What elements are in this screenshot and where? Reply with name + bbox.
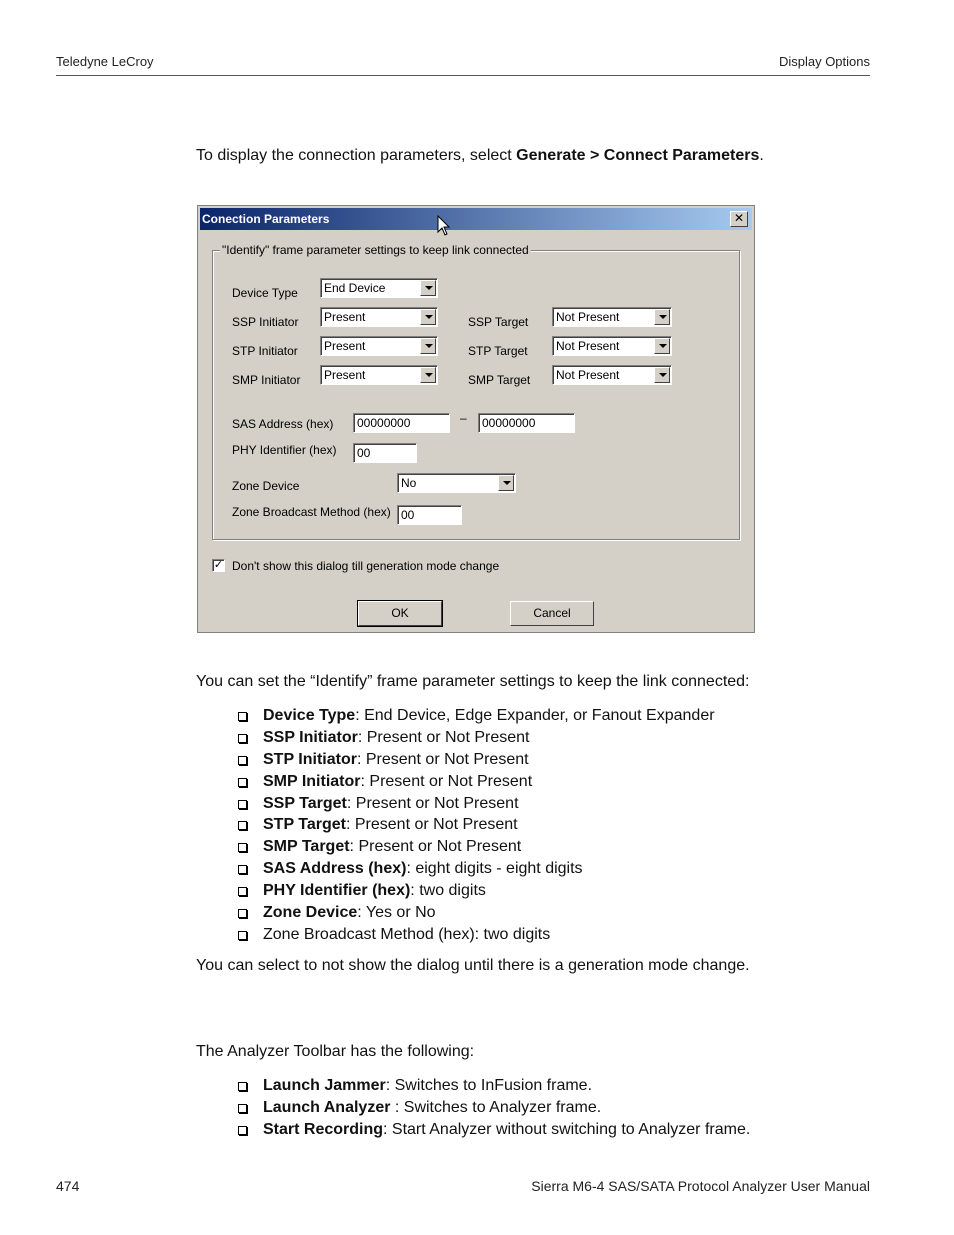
list-item xyxy=(238,771,715,793)
sas-address-separator: – xyxy=(460,411,467,425)
zone-device-label: Zone Device xyxy=(232,479,300,493)
page-number: 474 xyxy=(56,1178,80,1194)
header-left: Teledyne LeCroy xyxy=(56,54,154,69)
checkbox-bullet-icon xyxy=(238,865,247,874)
stp-initiator-value: Present xyxy=(324,339,366,353)
list-item-term: SSP Initiator xyxy=(263,728,358,746)
chevron-down-icon[interactable] xyxy=(654,367,670,383)
toolbar-bullet-list xyxy=(238,1075,750,1141)
device-type-label: Device Type xyxy=(232,286,298,300)
mouse-cursor-icon xyxy=(437,215,451,237)
list-item-term: STP Target xyxy=(263,816,346,834)
checkbox-bullet-icon xyxy=(238,800,247,809)
list-item xyxy=(238,1075,750,1097)
list-item-desc: : Present or Not Present xyxy=(349,838,522,856)
checkbox-bullet-icon xyxy=(238,909,247,918)
smp-target-select[interactable] xyxy=(552,365,672,385)
list-item-term: Zone Device xyxy=(263,904,358,922)
phy-identifier-value: 00 xyxy=(357,446,371,460)
stp-target-label: STP Target xyxy=(468,344,528,358)
device-type-select[interactable] xyxy=(320,278,438,298)
stp-initiator-select[interactable] xyxy=(320,336,438,356)
sas-address-low-value: 00000000 xyxy=(482,416,536,430)
list-item-desc: : Switches to Analyzer frame. xyxy=(390,1098,602,1116)
manual-title: Sierra M6-4 SAS/SATA Protocol Analyzer User Manual xyxy=(531,1178,870,1194)
stp-target-select[interactable] xyxy=(552,336,672,356)
chevron-down-icon[interactable] xyxy=(654,309,670,325)
list-item-desc: : Present or Not Present xyxy=(356,750,529,768)
checkbox-bullet-icon xyxy=(238,1126,247,1135)
checkbox-bullet-icon xyxy=(238,843,247,852)
checkbox-bullet-icon xyxy=(238,712,247,721)
dialog-titlebar[interactable] xyxy=(200,208,752,230)
ssp-target-select[interactable] xyxy=(552,307,672,327)
list-item xyxy=(238,1119,750,1141)
list-item-term: SMP Target xyxy=(263,838,350,856)
dont-show-label[interactable]: Don't show this dialog till generation mode change xyxy=(232,559,500,573)
connection-parameters-dialog xyxy=(197,205,755,633)
list-item-term: Device Type xyxy=(263,707,356,724)
list-item xyxy=(238,902,715,924)
checkbox-bullet-icon xyxy=(238,931,247,940)
zone-broadcast-label: Zone Broadcast Method (hex) xyxy=(232,505,391,519)
list-item xyxy=(238,705,715,727)
chevron-down-icon[interactable] xyxy=(420,280,436,296)
chevron-down-icon[interactable] xyxy=(420,309,436,325)
list-item-desc: : Switches to InFusion frame. xyxy=(385,1077,593,1094)
phy-identifier-label: PHY Identifier (hex) xyxy=(232,443,337,457)
chevron-down-icon[interactable] xyxy=(654,338,670,354)
checkbox-bullet-icon xyxy=(238,1104,247,1113)
checkbox-bullet-icon xyxy=(238,1082,247,1091)
chevron-down-icon[interactable] xyxy=(420,338,436,354)
intro-text: To display the connection parameters, select xyxy=(196,147,517,164)
list-item-desc: : Present or Not Present xyxy=(360,772,533,790)
smp-initiator-select[interactable] xyxy=(320,365,438,385)
ssp-target-label: SSP Target xyxy=(468,315,529,329)
list-item xyxy=(238,727,715,749)
list-item-desc: : Yes or No xyxy=(357,904,436,922)
checkbox-bullet-icon xyxy=(238,778,247,787)
chevron-down-icon[interactable] xyxy=(498,475,514,491)
list-item-desc: : Present or Not Present xyxy=(345,816,518,834)
identify-paragraph: You can set the “Identify” frame parameter settings to keep the link connected: xyxy=(196,673,750,690)
list-item-term: STP Initiator xyxy=(263,750,357,768)
list-item-desc: : two digits xyxy=(410,882,486,900)
ssp-initiator-select[interactable] xyxy=(320,307,438,327)
sas-address-low-input[interactable] xyxy=(478,413,575,433)
sas-address-label: SAS Address (hex) xyxy=(232,417,334,431)
intro-end: . xyxy=(759,147,764,164)
ssp-target-value: Not Present xyxy=(556,310,620,324)
dont-show-checkbox[interactable]: ✓ xyxy=(213,559,224,571)
cancel-button[interactable]: Cancel xyxy=(510,601,594,626)
list-item-term: PHY Identifier (hex) xyxy=(263,882,411,900)
list-item-term: SMP Initiator xyxy=(263,772,361,790)
stp-target-value: Not Present xyxy=(556,339,620,353)
ok-button[interactable]: OK xyxy=(358,601,442,626)
checkbox-bullet-icon xyxy=(238,887,247,896)
dialog-title: Conection Parameters xyxy=(202,212,330,226)
zone-broadcast-value: 00 xyxy=(401,508,415,522)
list-item-desc: : Present or Not Present xyxy=(357,728,530,746)
list-item xyxy=(238,1097,750,1119)
list-item xyxy=(238,793,715,815)
device-type-value: End Device xyxy=(324,281,386,295)
sas-address-high-input[interactable] xyxy=(353,413,450,433)
chevron-down-icon[interactable] xyxy=(420,367,436,383)
ssp-initiator-label: SSP Initiator xyxy=(232,315,299,329)
list-item xyxy=(238,814,715,836)
list-item-term: SAS Address (hex) xyxy=(263,860,407,878)
sas-address-high-value: 00000000 xyxy=(357,416,411,430)
list-item xyxy=(238,880,715,902)
list-item-desc: : Start Analyzer without switching to Analyzer frame. xyxy=(383,1120,751,1138)
identify-bullet-list xyxy=(238,705,715,946)
zone-device-value: No xyxy=(401,476,417,490)
list-item xyxy=(238,836,715,858)
toolbar-paragraph: The Analyzer Toolbar has the following: xyxy=(196,1043,475,1060)
smp-target-value: Not Present xyxy=(556,368,620,382)
list-item-desc: : End Device, Edge Expander, or Fanout Expander xyxy=(355,707,715,724)
ssp-initiator-value: Present xyxy=(324,310,366,324)
identify-group-label: "Identify" frame parameter settings to keep link connected xyxy=(222,243,529,257)
checkbox-bullet-icon xyxy=(238,734,247,743)
close-button[interactable]: ✕ xyxy=(730,211,748,227)
list-item-term: Launch Analyzer xyxy=(263,1098,391,1116)
list-item-desc: : Present or Not Present xyxy=(346,794,519,812)
list-item xyxy=(238,924,715,946)
zone-device-select[interactable] xyxy=(397,473,516,493)
header-rule xyxy=(56,75,870,76)
smp-target-label: SMP Target xyxy=(468,373,531,387)
list-item-desc: : eight digits - eight digits xyxy=(406,860,583,878)
list-item-term: SSP Target xyxy=(263,794,347,812)
list-item-term: Launch Jammer xyxy=(263,1077,386,1094)
smp-initiator-label: SMP Initiator xyxy=(232,373,301,387)
header-right: Display Options xyxy=(778,54,870,69)
checkbox-bullet-icon xyxy=(238,821,247,830)
stp-initiator-label: STP Initiator xyxy=(232,344,298,358)
intro-paragraph xyxy=(196,147,764,165)
phy-identifier-input[interactable] xyxy=(353,443,417,463)
list-item xyxy=(238,749,715,771)
smp-initiator-value: Present xyxy=(324,368,366,382)
checkbox-bullet-icon xyxy=(238,756,247,765)
list-item-term: Start Recording xyxy=(263,1120,384,1138)
intro-bold: Generate > Connect Parameters xyxy=(516,147,760,164)
dialog-option-paragraph: You can select to not show the dialog until there is a generation mode change. xyxy=(196,957,750,974)
zone-broadcast-input[interactable] xyxy=(397,505,462,525)
list-item xyxy=(238,858,715,880)
list-item-desc: Zone Broadcast Method (hex): two digits xyxy=(263,925,551,943)
